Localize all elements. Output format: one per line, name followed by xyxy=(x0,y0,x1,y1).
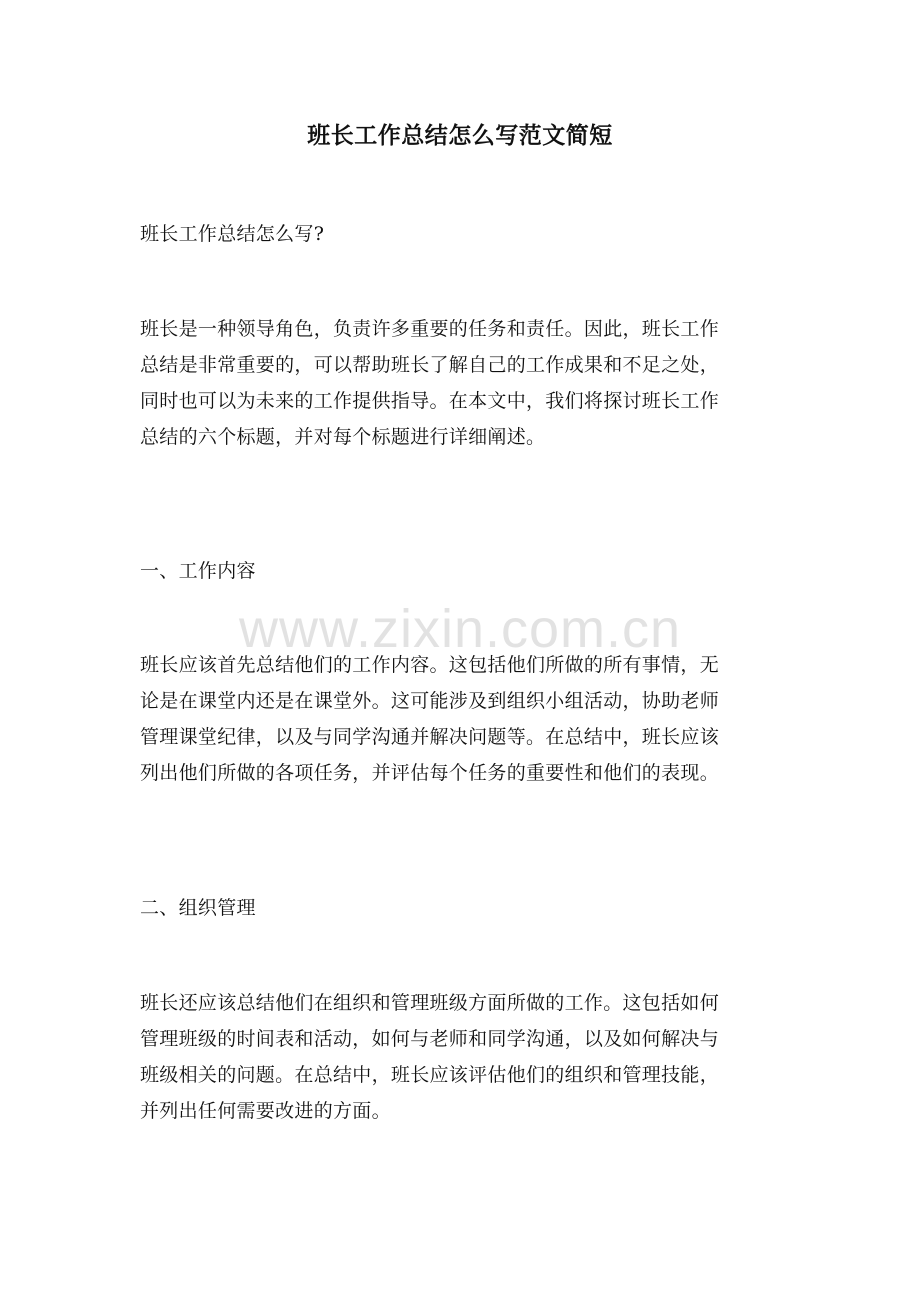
paragraph-line: 班级相关的问题。在总结中，班长应该评估他们的组织和管理技能， xyxy=(140,1064,720,1086)
paragraph-line: 并列出任何需要改进的方面。 xyxy=(140,1100,391,1122)
section-2-paragraph xyxy=(140,985,800,1129)
paragraph-line: 班长应该首先总结他们的工作内容。这包括他们所做的所有事情，无 xyxy=(140,654,720,676)
watermark: www.zixin.com.cn xyxy=(238,599,682,659)
section-1-paragraph xyxy=(140,647,800,791)
paragraph-line: 管理班级的时间表和活动，如何与老师和同学沟通，以及如何解决与 xyxy=(140,1028,720,1050)
paragraph-line: 班长还应该总结他们在组织和管理班级方面所做的工作。这包括如何 xyxy=(140,992,720,1014)
paragraph-line: 班长是一种领导角色，负责许多重要的任务和责任。因此，班长工作 xyxy=(140,318,720,340)
intro-paragraph xyxy=(140,311,800,455)
paragraph-line: 列出他们所做的各项任务，并评估每个任务的重要性和他们的表现。 xyxy=(140,762,720,784)
intro-question: 班长工作总结怎么写? xyxy=(140,223,325,245)
paragraph-line: 管理课堂纪律，以及与同学沟通并解决问题等。在总结中，班长应该 xyxy=(140,726,720,748)
paragraph-line: 同时也可以为未来的工作提供指导。在本文中，我们将探讨班长工作 xyxy=(140,390,720,412)
document-title: 班长工作总结怎么写范文简短 xyxy=(307,122,613,149)
section-heading-1: 一、工作内容 xyxy=(140,560,256,582)
paragraph-line: 总结是非常重要的，可以帮助班长了解自己的工作成果和不足之处， xyxy=(140,354,720,376)
paragraph-line: 论是在课堂内还是在课堂外。这可能涉及到组织小组活动，协助老师 xyxy=(140,690,720,712)
section-heading-2: 二、组织管理 xyxy=(140,897,256,919)
paragraph-line: 总结的六个标题，并对每个标题进行详细阐述。 xyxy=(140,426,546,448)
